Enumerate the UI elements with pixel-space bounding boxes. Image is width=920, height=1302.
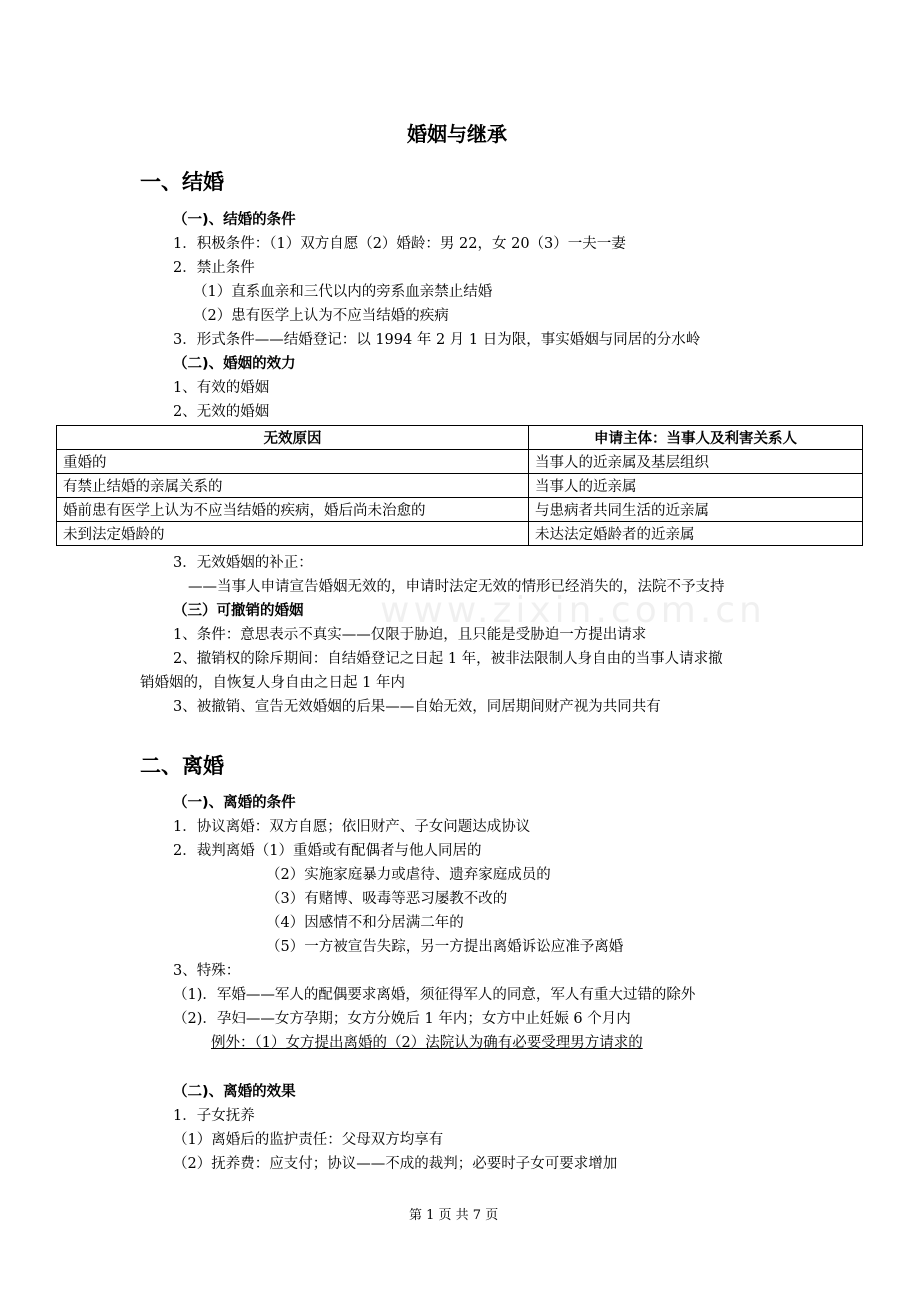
text-line: （1）离婚后的监护责任：父母双方均享有 — [173, 1132, 444, 1148]
text-line: 1．子女抚养 — [173, 1108, 255, 1124]
text-line: 1．积极条件：（1）双方自愿（2）婚龄：男 22，女 20（3）一夫一妻 — [173, 236, 626, 252]
text-line: 3、被撤销、宣告无效婚姻的后果——自始无效，同居期间财产视为共同共有 — [173, 699, 661, 715]
table-row — [57, 522, 863, 546]
text-line: 2．裁判离婚（1）重婚或有配偶者与他人同居的 — [173, 843, 482, 859]
exception-note: 例外：（1）女方提出离婚的（2）法院认为确有必要受理男方请求的 — [211, 1035, 643, 1051]
table-row — [57, 498, 863, 522]
subheading-divorce-conditions: （一)、离婚的条件 — [173, 795, 296, 811]
text-line: 2、撤销权的除斥期间：自结婚登记之日起 1 年，被非法限制人身自由的当事人请求撤 — [173, 651, 723, 667]
text-line: （2）实施家庭暴力或虐待、遗弃家庭成员的 — [266, 867, 551, 883]
text-line: （2）抚养费：应支付；协议——不成的裁判；必要时子女可要求增加 — [173, 1156, 618, 1172]
page-footer: 第 1 页 共 7 页 — [409, 1208, 499, 1223]
text-line: 3．无效婚姻的补正： — [173, 555, 313, 571]
table-cell: 有禁止结婚的亲属关系的 — [57, 474, 529, 498]
text-line: 3．形式条件——结婚登记：以 1994 年 2 月 1 日为限，事实婚姻与同居的分水岭 — [173, 332, 701, 348]
table-row — [57, 450, 863, 474]
subheading-divorce-effect: （二)、离婚的效果 — [173, 1084, 296, 1100]
subheading-marriage-conditions: （一)、结婚的条件 — [173, 212, 296, 228]
text-line: （1)．军婚——军人的配偶要求离婚，须征得军人的同意，军人有重大过错的除外 — [173, 987, 696, 1003]
invalid-marriage-table — [56, 425, 863, 546]
text-line: （4）因感情不和分居满二年的 — [266, 915, 464, 931]
text-line: （2）患有医学上认为不应当结婚的疾病 — [193, 308, 449, 324]
text-line: 1、条件：意思表示不真实——仅限于胁迫，且只能是受胁迫一方提出请求 — [173, 627, 647, 643]
table-cell: 与患病者共同生活的近亲属 — [529, 498, 863, 522]
section-heading-marriage: 一、结婚 — [140, 170, 224, 194]
table-cell: 未到法定婚龄的 — [57, 522, 529, 546]
table-header: 申请主体：当事人及利害关系人 — [529, 426, 863, 450]
text-line: （5）一方被宣告失踪，另一方提出离婚诉讼应准予离婚 — [266, 939, 624, 955]
text-line: ——当事人申请宣告婚姻无效的，申请时法定无效的情形已经消失的，法院不予支持 — [188, 579, 725, 595]
text-line: （2)．孕妇——女方孕期；女方分娩后 1 年内；女方中止妊娠 6 个月内 — [173, 1011, 631, 1027]
table-cell: 婚前患有医学上认为不应当结婚的疾病，婚后尚未治愈的 — [57, 498, 529, 522]
table-header-row — [57, 426, 863, 450]
text-line: 1．协议离婚：双方自愿；依旧财产、子女问题达成协议 — [173, 819, 531, 835]
table-cell: 重婚的 — [57, 450, 529, 474]
section-heading-divorce: 二、离婚 — [140, 754, 224, 778]
table-cell: 当事人的近亲属 — [529, 474, 863, 498]
text-line: 2．禁止条件 — [173, 260, 255, 276]
watermark: www.zixin.com.cn — [380, 590, 766, 631]
table-row — [57, 474, 863, 498]
subheading-voidable-marriage: （三）可撤销的婚姻 — [173, 603, 304, 619]
subheading-marriage-effect: （二)、婚姻的效力 — [173, 356, 296, 372]
table-header: 无效原因 — [57, 426, 529, 450]
text-line: 2、无效的婚姻 — [173, 404, 270, 420]
text-line: 销婚姻的，自恢复人身自由之日起 1 年内 — [140, 675, 405, 691]
table-cell: 当事人的近亲属及基层组织 — [529, 450, 863, 474]
text-line: 1、有效的婚姻 — [173, 380, 270, 396]
text-line: （1）直系血亲和三代以内的旁系血亲禁止结婚 — [193, 284, 493, 300]
table-cell: 未达法定婚龄者的近亲属 — [529, 522, 863, 546]
text-line: （3）有赌博、吸毒等恶习屡教不改的 — [266, 891, 508, 907]
document-title: 婚姻与继承 — [407, 122, 507, 146]
text-line: 3、特殊： — [173, 963, 241, 979]
